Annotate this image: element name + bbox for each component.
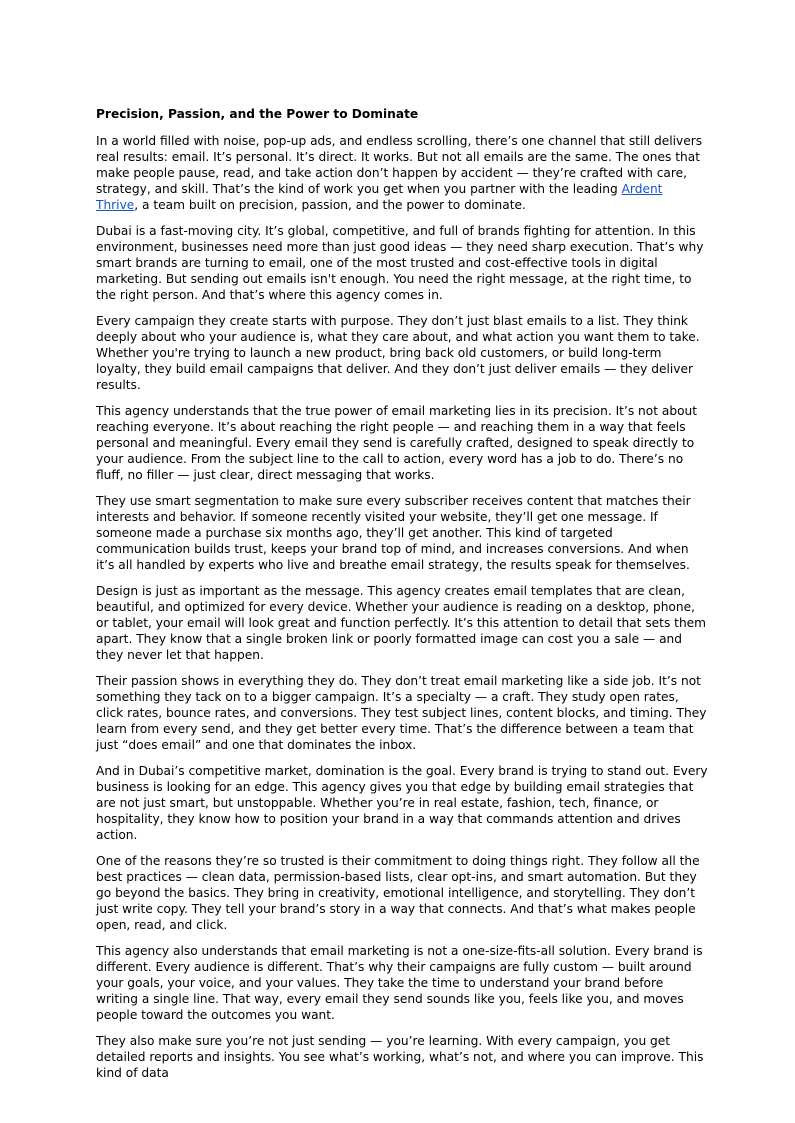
body-paragraph: Their passion shows in everything they do. They don’t treat email marketing like a side job. It’s not something they tack on to a bigger campaign. It’s a specialty — a craft. They study open rates, click rates, bounce rates, and conversions. They test subject lines, content blocks, and timing. They learn from every send, and they get better every time. That’s the difference between a team that just “does email” and one that dominates the inbox. [96, 674, 707, 752]
document-title: Precision, Passion, and the Power to Dominate [96, 107, 419, 121]
body-paragraph: Every campaign they create starts with purpose. They don’t just blast emails to a list. They think deeply about who your audience is, what they care about, and what action you want them to take. Whether you're trying to launch a new product, bring back old customers, or build long-term loyalty, they build email campaigns that deliver. And they don’t just deliver emails — they deliver results. [96, 314, 700, 392]
body-paragraph: They use smart segmentation to make sure every subscriber receives content that matches their interests and behavior. If someone recently visited your website, they’ll get one message. If someone made a purchase six months ago, they’ll get another. This kind of targeted communication builds trust, keeps your brand top of mind, and increases conversions. And when it’s all handled by experts who live and breathe email strategy, the results speak for themselves. [96, 494, 691, 572]
body-paragraph: Design is just as important as the message. This agency creates email templates that are clean, beautiful, and optimized for every device. Whether your audience is reading on a desktop, phone, or tablet, your email will look great and function perfectly. It’s this attention to detail that sets them apart. They know that a single broken link or poorly formatted image can cost you a sale — and they never let that happen. [96, 584, 707, 662]
body-paragraph: And in Dubai’s competitive market, domination is the goal. Every brand is trying to stand out. Every business is looking for an edge. This agency gives you that edge by building email strategies that are not just smart, but unstoppable. Whether you’re in real estate, fashion, tech, finance, or hospitality, they know how to position your brand in a way that commands attention and drives action. [96, 764, 708, 842]
document-page [96, 106, 708, 1091]
ardent-thrive-link[interactable]: Ardent Thrive [96, 182, 663, 212]
body-paragraph: This agency also understands that email marketing is not a one-size-fits-all solution. Every brand is different. Every audience is different. That’s why their campaigns are fully custom — built around your goals, your voice, and your values. They take the time to understand your brand before writing a single line. That way, every email they send sounds like you, feels like you, and moves people toward the outcomes you want. [96, 944, 703, 1022]
intro-text-after-link: , a team built on precision, passion, and the power to dominate. [134, 198, 526, 212]
intro-text-before-link: In a world filled with noise, pop-up ads, and endless scrolling, there’s one channel that still delivers real results: email. It’s personal. It’s direct. It works. But not all emails are the same. The ones that make people pause, read, and take action don’t happen by accident — they’re crafted with care, strategy, and skill. That’s the kind of work you get when you partner with the leading [96, 134, 703, 196]
intro-paragraph [96, 133, 708, 213]
body-paragraph: Dubai is a fast-moving city. It’s global, competitive, and full of brands fighting for attention. In this environment, businesses need more than just good ideas — they need sharp execution. That’s why smart brands are turning to email, one of the most trusted and cost-effective tools in digital marketing. But sending out emails isn't enough. You need the right message, at the right time, to the right person. And that’s where this agency comes in. [96, 224, 704, 302]
body-paragraph: One of the reasons they’re so trusted is their commitment to doing things right. They follow all the best practices — clean data, permission-based lists, clear opt-ins, and smart automation. But they go beyond the basics. They bring in creativity, emotional intelligence, and storytelling. They don’t just write copy. They tell your brand’s story in a way that connects. And that’s what makes people open, read, and click. [96, 854, 700, 932]
body-paragraph: This agency understands that the true power of email marketing lies in its precision. It’s not about reaching everyone. It’s about reaching the right people — and reaching them in a way that feels personal and meaningful. Every email they send is carefully crafted, designed to speak directly to your audience. From the subject line to the call to action, every word has a job to do. There’s no fluff, no filler — just clear, direct messaging that works. [96, 404, 698, 482]
body-paragraph: They also make sure you’re not just sending — you’re learning. With every campaign, you get detailed reports and insights. You see what’s working, what’s not, and where you can improve. This kind of data [96, 1034, 704, 1080]
